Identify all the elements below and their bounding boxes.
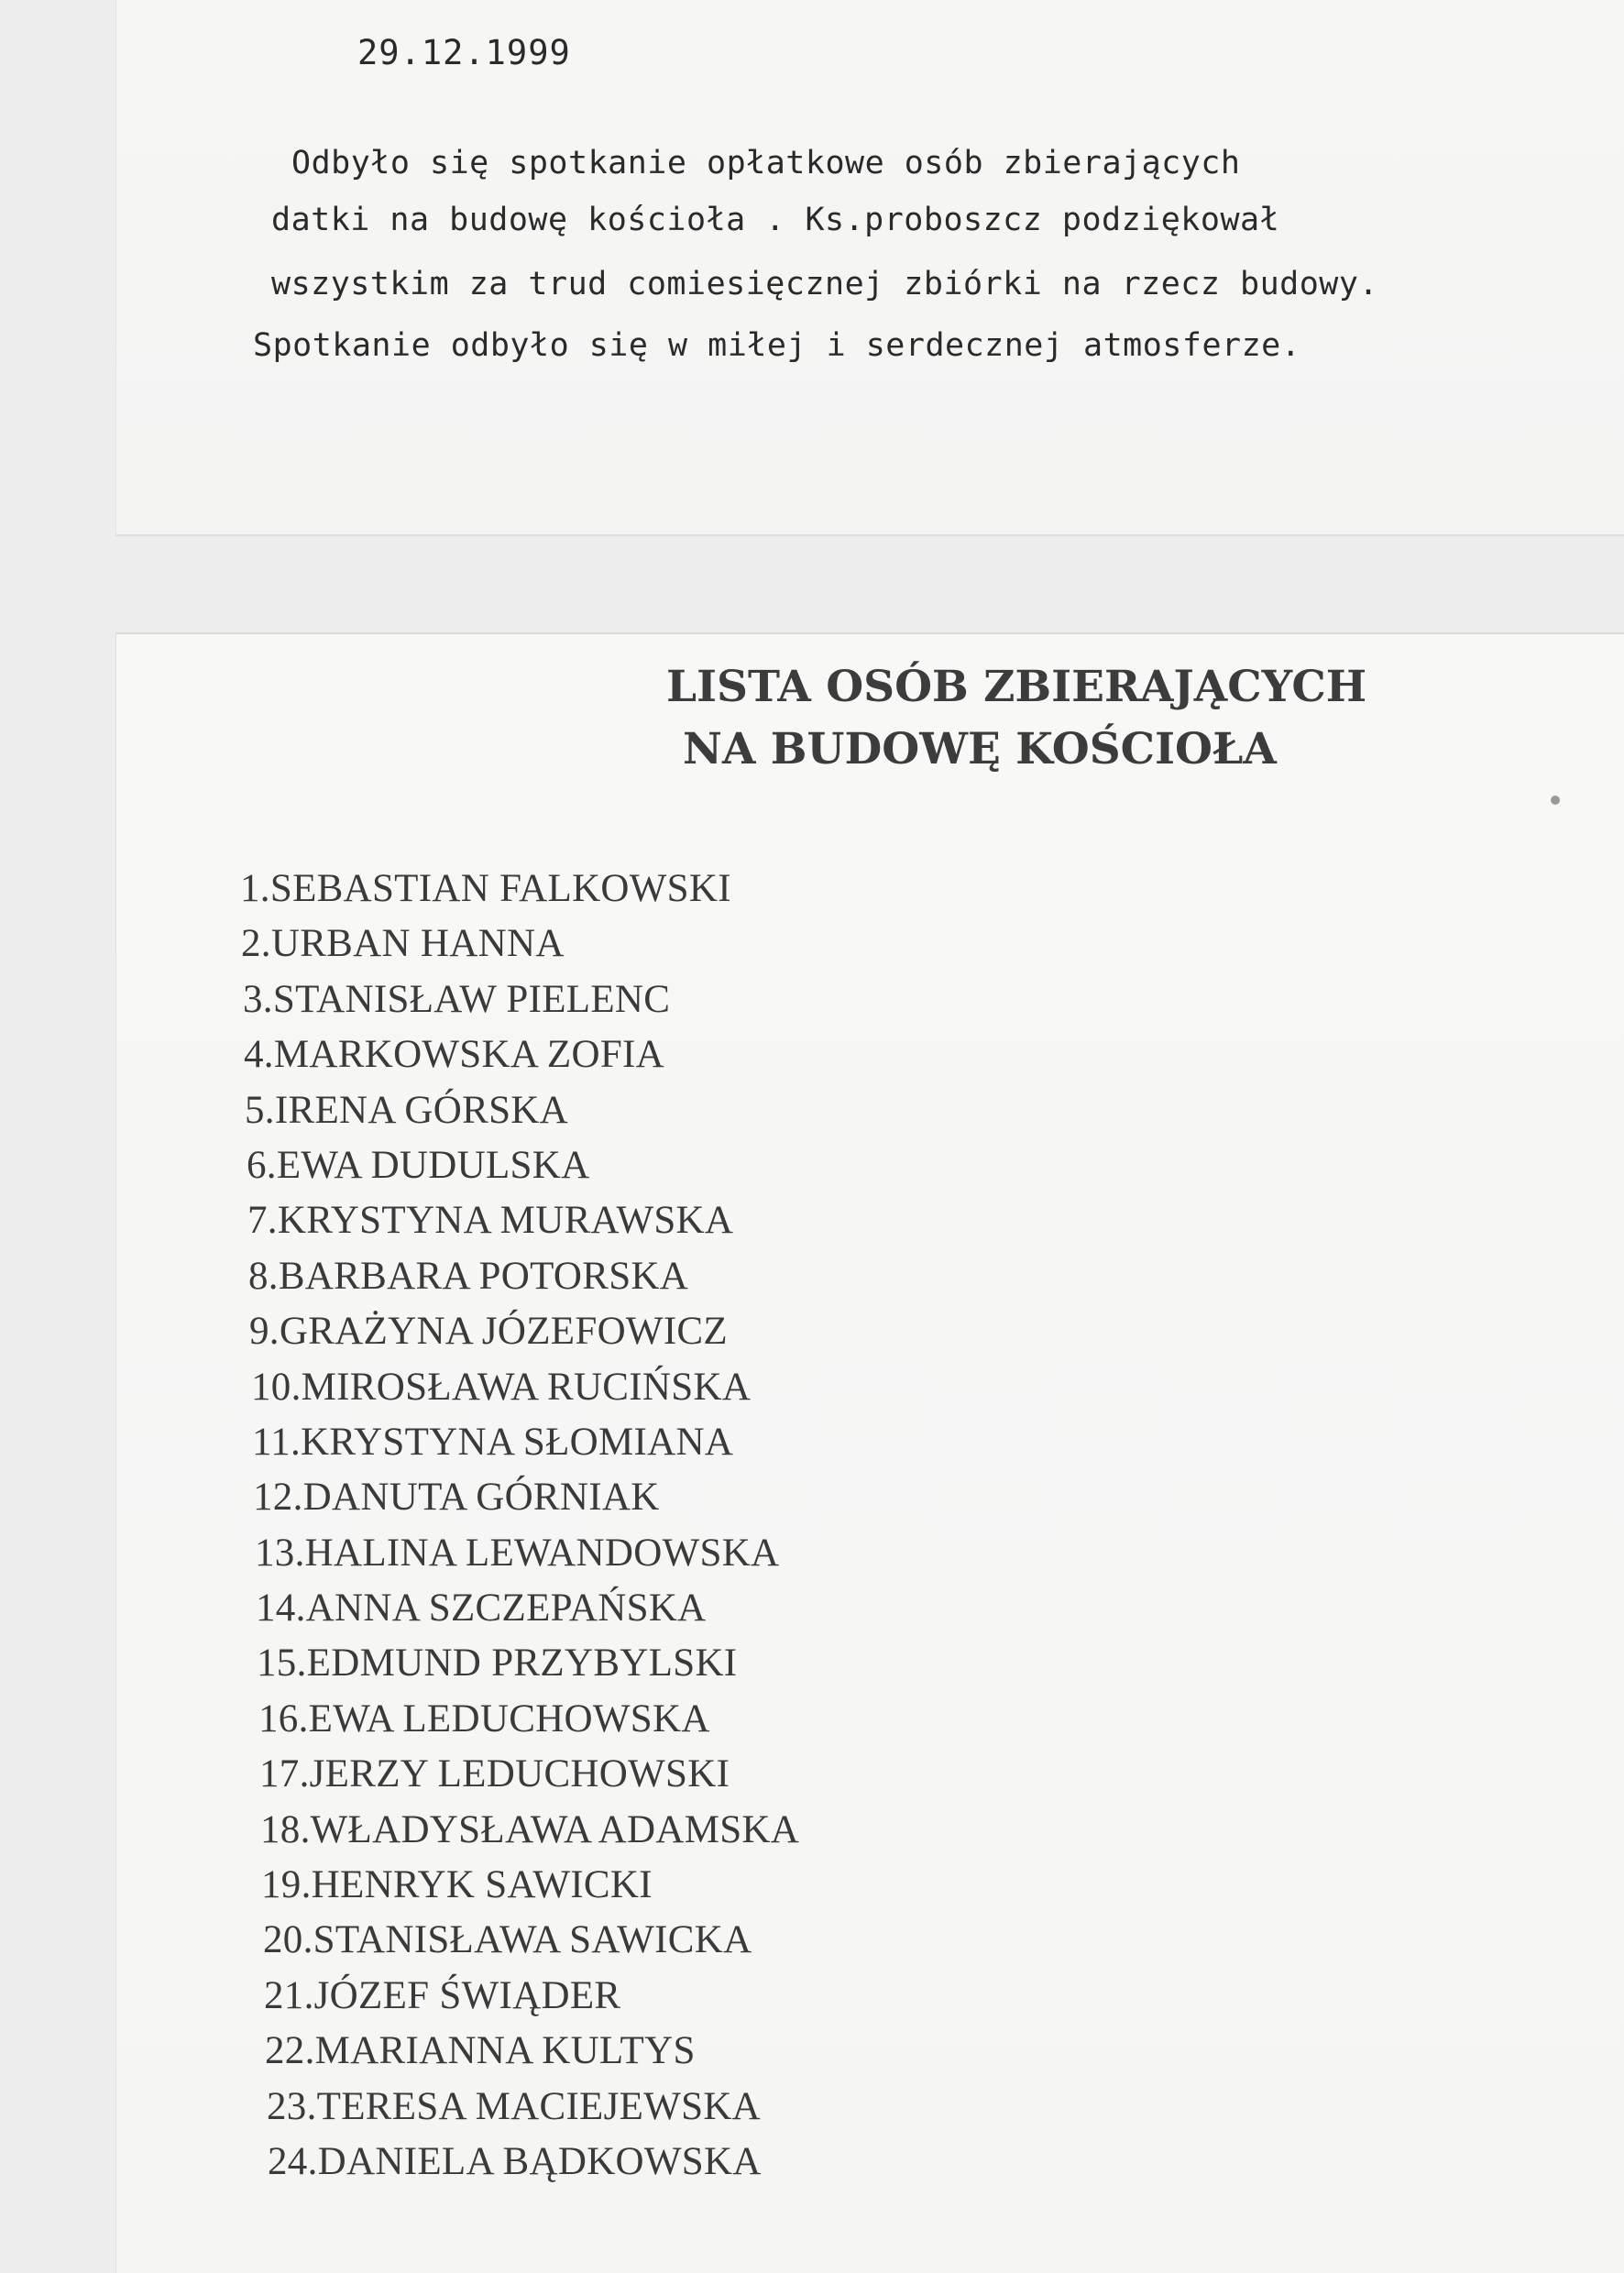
list-item: 10.MIROSŁAWA RUCIŃSKA bbox=[251, 1365, 752, 1409]
list-item: 8.BARBARA POTORSKA bbox=[248, 1254, 689, 1298]
list-item: 4.MARKOWSKA ZOFIA bbox=[244, 1033, 665, 1077]
note-line-2: datki na budowę kościoła . Ks.proboszcz podziękował bbox=[271, 202, 1280, 238]
note-line-4: Spotkanie odbyło się w miłej i serdecznej atmosferze. bbox=[253, 327, 1301, 364]
list-item: 24.DANIELA BĄDKOWSKA bbox=[268, 2139, 762, 2183]
list-item: 18.WŁADYSŁAWA ADAMSKA bbox=[260, 1807, 800, 1851]
note-line-3: wszystkim za trud comiesięcznej zbiórki na rzecz budowy. bbox=[271, 266, 1379, 302]
names-list bbox=[240, 862, 799, 2190]
list-item: 14.ANNA SZCZEPAŃSKA bbox=[256, 1587, 707, 1631]
list-item: 6.EWA DUDULSKA bbox=[247, 1143, 590, 1187]
list-title-line-1: LISTA OSÓB ZBIERAJĄCYCH bbox=[666, 662, 1367, 712]
list-item: 9.GRAŻYNA JÓZEFOWICZ bbox=[249, 1310, 728, 1354]
list-item: 19.HENRYK SAWICKI bbox=[261, 1863, 653, 1907]
list-item: 13.HALINA LEWANDOWSKA bbox=[255, 1531, 780, 1575]
list-item: 1.SEBASTIAN FALKOWSKI bbox=[240, 867, 731, 910]
list-item: 20.STANISŁAWA SAWICKA bbox=[263, 1918, 752, 1962]
list-item: 17.JERZY LEDUCHOWSKI bbox=[259, 1752, 730, 1796]
paper-speck bbox=[1551, 796, 1560, 805]
list-item: 7.KRYSTYNA MURAWSKA bbox=[247, 1199, 734, 1243]
list-item: 22.MARIANNA KULTYS bbox=[265, 2029, 696, 2073]
list-item: 15.EDMUND PRZYBYLSKI bbox=[257, 1642, 738, 1686]
list-item: 12.DANUTA GÓRNIAK bbox=[253, 1476, 660, 1520]
list-item: 23.TERESA MACIEJEWSKA bbox=[267, 2084, 762, 2128]
list-item: 21.JÓZEF ŚWIĄDER bbox=[264, 1973, 621, 2017]
list-item: 5.IRENA GÓRSKA bbox=[245, 1088, 569, 1132]
list-item: 11.KRYSTYNA SŁOMIANA bbox=[252, 1420, 734, 1464]
list-item: 3.STANISŁAW PIELENC bbox=[243, 977, 671, 1021]
list-item: 2.URBAN HANNA bbox=[241, 922, 565, 966]
note-line-1: Odbyło się spotkanie opłatkowe osób zbierających bbox=[291, 145, 1241, 181]
note-date: 29.12.1999 bbox=[357, 33, 571, 72]
list-item: 16.EWA LEDUCHOWSKA bbox=[258, 1697, 710, 1740]
list-title-line-2: NA BUDOWĘ KOŚCIOŁA bbox=[683, 724, 1277, 774]
